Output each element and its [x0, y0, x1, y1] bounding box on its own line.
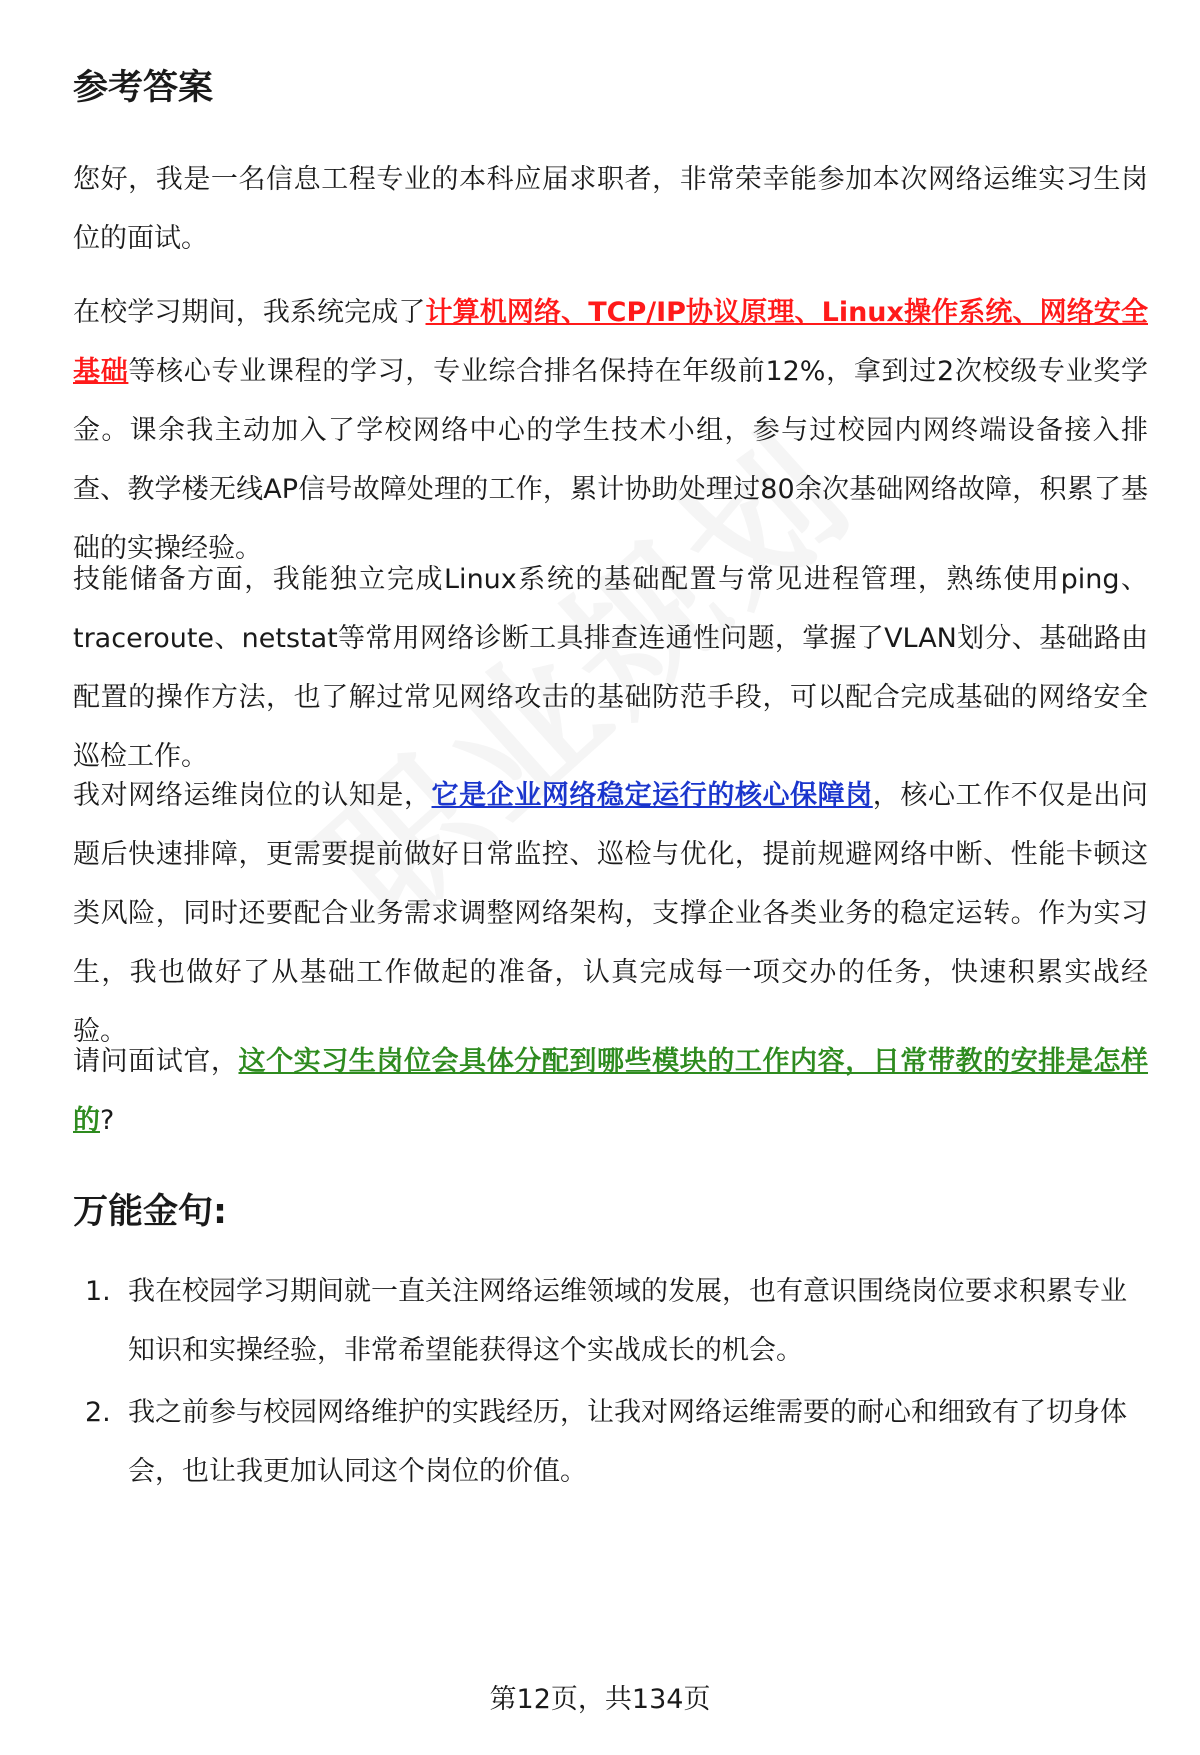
- role-text-a: 我对网络运维岗位的认知是，: [73, 780, 432, 811]
- question-text-a: 请问面试官，: [73, 1046, 239, 1077]
- role-paragraph: [73, 766, 1148, 1061]
- golden-sentences-list: [73, 1262, 1148, 1504]
- question-paragraph: [73, 1032, 1148, 1150]
- role-highlight: 它是企业网络稳定运行的核心保障岗: [431, 780, 873, 811]
- list-item: [73, 1383, 1148, 1501]
- study-text-a: 在校学习期间，我系统完成了: [73, 297, 426, 328]
- intro-paragraph: 您好，我是一名信息工程专业的本科应届求职者，非常荣幸能参加本次网络运维实习生岗位的面试。: [73, 164, 1148, 254]
- study-paragraph: [73, 283, 1148, 578]
- study-text-b: 等核心专业课程的学习，专业综合排名保持在年级前12%，拿到过2次校级专业奖学金。课余我主动加入了学校网络中心的学生技术小组，参与过校园内网终端设备接入排查、教学楼无线AP信号故障处理的工作，累计协助处理过80余次基础网络故障，积累了基础的实操经验。: [73, 356, 1148, 564]
- page-number: 第12页，共134页: [489, 1684, 711, 1715]
- courses-highlight: 计算机网络、TCP/IP协议原理、Linux操作系统、网络安全基础: [73, 297, 1148, 387]
- list-item-number: 1.: [85, 1276, 111, 1307]
- list-item-text: 我在校园学习期间就一直关注网络运维领域的发展，也有意识围绕岗位要求积累专业知识和实操经验，非常希望能获得这个实战成长的机会。: [128, 1276, 1127, 1366]
- question-text-b: ?: [100, 1105, 115, 1136]
- answer-heading: 参考答案: [73, 68, 214, 108]
- list-item-text: 我之前参与校园网络维护的实践经历，让我对网络运维需要的耐心和细致有了切身体会，也让我更加认同这个岗位的价值。: [128, 1397, 1127, 1487]
- list-item-number: 2.: [85, 1397, 111, 1428]
- skills-paragraph: 技能储备方面，我能独立完成Linux系统的基础配置与常见进程管理，熟练使用ping、traceroute、netstat等常用网络诊断工具排查连通性问题，掌握了VLAN划分、基础路由配置的操作方法，也了解过常见网络攻击的基础防范手段，可以配合完成基础的网络安全巡检工作。: [73, 564, 1148, 772]
- question-highlight: 这个实习生岗位会具体分配到哪些模块的工作内容，日常带教的安排是怎样的: [73, 1046, 1149, 1136]
- role-text-b: ，核心工作不仅是出问题后快速排障，更需要提前做好日常监控、巡检与优化，提前规避网络中断、性能卡顿这类风险，同时还要配合业务需求调整网络架构，支撑企业各类业务的稳定运转。作为实习生，我也做好了从基础工作做起的准备，认真完成每一项交办的任务，快速积累实战经验。: [73, 780, 1149, 1047]
- golden-sentences-heading: 万能金句:: [73, 1192, 227, 1232]
- list-item: [73, 1262, 1148, 1380]
